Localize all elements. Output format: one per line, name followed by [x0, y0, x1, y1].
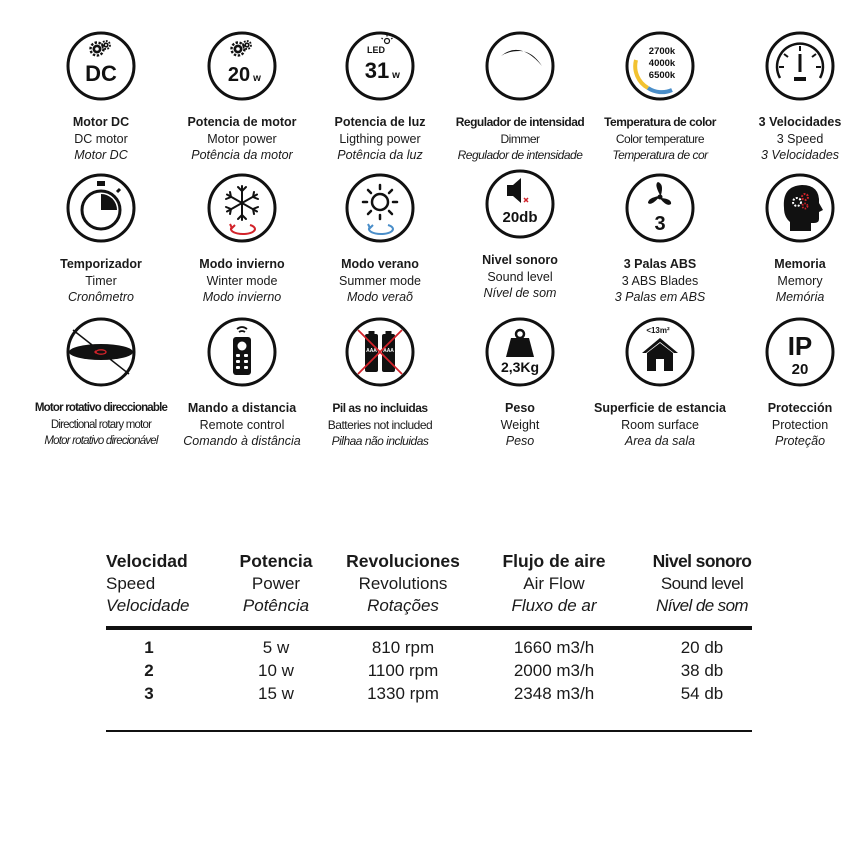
- label-en: Motor power: [207, 131, 277, 146]
- feature-label: [31, 114, 171, 164]
- label-en: 3 Speed: [776, 131, 824, 146]
- sound-badge-text: 20db: [502, 209, 538, 226]
- label-pt: Proteção: [774, 434, 826, 448]
- label-en: 3 ABS Blades: [621, 273, 699, 288]
- label-pt: Motor DC: [74, 148, 128, 162]
- label-en: Protection: [771, 417, 829, 432]
- dc-motor-icon: [65, 30, 137, 102]
- label-pt: Potência da luz: [337, 148, 423, 162]
- feature-label: [450, 400, 590, 450]
- dimmer-icon: [484, 30, 556, 102]
- label-es: Motor rotativo direccionable: [34, 402, 168, 414]
- table-top-rule: [106, 626, 752, 630]
- header-es: Revoluciones: [346, 551, 460, 571]
- label-pt: Memória: [775, 290, 825, 304]
- label-en: Directional rotary motor: [50, 418, 152, 431]
- led-power-icon: [344, 30, 416, 102]
- feature-label: [31, 256, 171, 306]
- label-pt: Nível de som: [483, 286, 557, 300]
- label-es: Superficie de estancia: [593, 401, 726, 415]
- table-row: [106, 661, 752, 683]
- speaker-icon: [484, 168, 556, 240]
- feature-row-3: [0, 316, 860, 456]
- feature-label: [450, 252, 590, 302]
- label-es: Potencia de motor: [187, 115, 297, 129]
- header-sound-level: [652, 550, 752, 618]
- cell-airflow: 2348 m3/h: [513, 684, 595, 703]
- feature-label: [590, 256, 730, 306]
- feature-label: [310, 400, 450, 450]
- header-es: Nivel sonoro: [652, 551, 752, 571]
- label-es: Motor DC: [72, 115, 130, 129]
- label-en: Room surface: [621, 417, 699, 432]
- header-en: Power: [251, 573, 301, 593]
- power-value-text: 20: [227, 64, 251, 86]
- temp-6500-text: 6500k: [648, 70, 676, 81]
- weight-icon: [484, 316, 556, 388]
- header-revolutions: [338, 550, 468, 618]
- label-es: 3 Palas ABS: [623, 257, 697, 271]
- cell-rpm: 1330 rpm: [367, 684, 439, 703]
- header-pt: Rotações: [367, 596, 439, 615]
- ip-rating-icon: [764, 316, 836, 388]
- label-pt: Motor rotativo direcionável: [44, 435, 158, 447]
- label-en: DC motor: [74, 131, 128, 146]
- label-pt: Modo invierno: [202, 290, 282, 304]
- label-pt: Cronômetro: [68, 290, 134, 304]
- cell-rpm: 810 rpm: [371, 638, 435, 657]
- label-es: Temperatura de color: [604, 115, 716, 129]
- label-pt: Potência da motor: [191, 148, 293, 162]
- light-power-unit-text: w: [392, 70, 400, 81]
- cell-power: 10 w: [258, 661, 294, 680]
- feature-label: [172, 256, 312, 306]
- fan-blades-icon: [624, 172, 696, 244]
- ip-text: IP: [787, 331, 813, 361]
- label-en: Color temperature: [615, 131, 705, 146]
- led-text: LED: [367, 45, 385, 55]
- weight-value-text: 2,3Kg: [500, 359, 540, 375]
- feature-label: [172, 400, 312, 450]
- remote-control-icon: [206, 316, 278, 388]
- label-en: Ligthing power: [339, 131, 421, 146]
- label-es: Temporizador: [60, 257, 142, 271]
- color-temperature-icon: [624, 30, 696, 102]
- label-en: Winter mode: [206, 273, 278, 288]
- cell-sound: 20 db: [680, 638, 724, 657]
- label-es: Potencia de luz: [334, 115, 426, 129]
- header-es: Velocidad: [106, 551, 188, 571]
- batteries-icon: [344, 316, 416, 388]
- header-en: Speed: [106, 573, 156, 593]
- cell-sound: 38 db: [680, 661, 724, 680]
- house-icon: [624, 316, 696, 388]
- label-pt: Regulador de intensidade: [457, 148, 583, 162]
- header-pt: Nível de som: [655, 596, 748, 615]
- cell-power: 15 w: [258, 684, 294, 703]
- label-es: Protección: [767, 401, 833, 415]
- label-es: Modo invierno: [199, 257, 285, 271]
- table-row: [106, 638, 752, 660]
- label-pt: Temperatura de cor: [612, 148, 708, 162]
- header-pt: Fluxo de ar: [511, 596, 597, 615]
- label-en: Weight: [500, 417, 540, 432]
- battery-label-text: AAA: [383, 348, 394, 354]
- stopwatch-icon: [65, 172, 137, 244]
- label-pt: Comando à distância: [183, 434, 301, 448]
- label-en: Dimmer: [500, 131, 540, 146]
- header-es: Potencia: [239, 551, 313, 571]
- label-es: Peso: [505, 401, 535, 415]
- cell-power: 5 w: [262, 638, 290, 657]
- label-pt: 3 Palas em ABS: [614, 290, 706, 304]
- label-es: 3 Velocidades: [758, 115, 842, 129]
- feature-label: [730, 400, 860, 450]
- feature-label: [590, 114, 730, 164]
- label-en: Remote control: [199, 417, 285, 432]
- feature-label: [730, 256, 860, 306]
- header-airflow: [492, 550, 616, 618]
- label-pt: 3 Velocidades: [760, 148, 840, 162]
- room-size-text: <13m²: [646, 326, 670, 335]
- label-pt: Peso: [505, 434, 535, 448]
- label-en: Summer mode: [339, 273, 421, 288]
- label-es: Regulador de intensidad: [455, 115, 585, 129]
- header-en: Sound level: [660, 573, 744, 593]
- speedometer-icon: [764, 30, 836, 102]
- feature-label: [310, 114, 450, 164]
- ip-rating-value-text: 20: [791, 361, 809, 378]
- label-en: Sound level: [487, 269, 553, 284]
- feature-label: [31, 400, 171, 450]
- label-en: Batteries not included: [327, 417, 433, 432]
- label-pt: Pilhaa não incluidas: [331, 434, 429, 448]
- cell-airflow: 1660 m3/h: [513, 638, 595, 657]
- label-es: Pil as no incluidas: [332, 401, 428, 415]
- light-power-value-text: 31: [364, 58, 390, 83]
- header-en: Air Flow: [523, 573, 585, 593]
- header-speed: [106, 550, 192, 618]
- temp-4000-text: 4000k: [648, 58, 676, 69]
- header-pt: Velocidade: [106, 596, 190, 615]
- feature-label: [450, 114, 590, 164]
- header-pt: Potência: [242, 596, 310, 615]
- label-pt: Modo veraõ: [346, 290, 413, 304]
- motor-power-icon: [206, 30, 278, 102]
- table-bottom-rule: [106, 730, 752, 732]
- rotary-motor-icon: [65, 316, 137, 388]
- label-pt: Area da sala: [624, 434, 696, 448]
- dc-badge-text: DC: [85, 61, 117, 86]
- header-power: [226, 550, 326, 618]
- snowflake-icon: [206, 172, 278, 244]
- sun-icon: [344, 172, 416, 244]
- cell-airflow: 2000 m3/h: [513, 661, 595, 680]
- feature-row-2: [0, 172, 860, 312]
- feature-label: [590, 400, 730, 450]
- label-es: Modo verano: [341, 257, 419, 271]
- feature-label: [730, 114, 860, 164]
- feature-label: [172, 114, 312, 164]
- header-es: Flujo de aire: [502, 551, 606, 571]
- label-es: Nivel sonoro: [482, 253, 558, 267]
- cell-speed: 3: [144, 684, 154, 703]
- cell-speed: 1: [144, 638, 154, 657]
- label-en: Memory: [777, 273, 823, 288]
- table-row: [106, 684, 752, 706]
- blades-count-text: 3: [654, 213, 666, 235]
- header-en: Revolutions: [358, 573, 448, 593]
- cell-sound: 54 db: [680, 684, 724, 703]
- temp-2700-text: 2700k: [648, 46, 676, 57]
- battery-label-text: AAA: [366, 348, 377, 354]
- power-unit-text: w: [253, 73, 261, 84]
- cell-speed: 2: [144, 661, 154, 680]
- feature-row-1: [0, 30, 860, 170]
- label-es: Memoria: [774, 257, 826, 271]
- memory-head-icon: [764, 172, 836, 244]
- cell-rpm: 1100 rpm: [367, 661, 439, 680]
- feature-label: [310, 256, 450, 306]
- label-es: Mando a distancia: [187, 401, 297, 415]
- label-en: Timer: [85, 273, 117, 288]
